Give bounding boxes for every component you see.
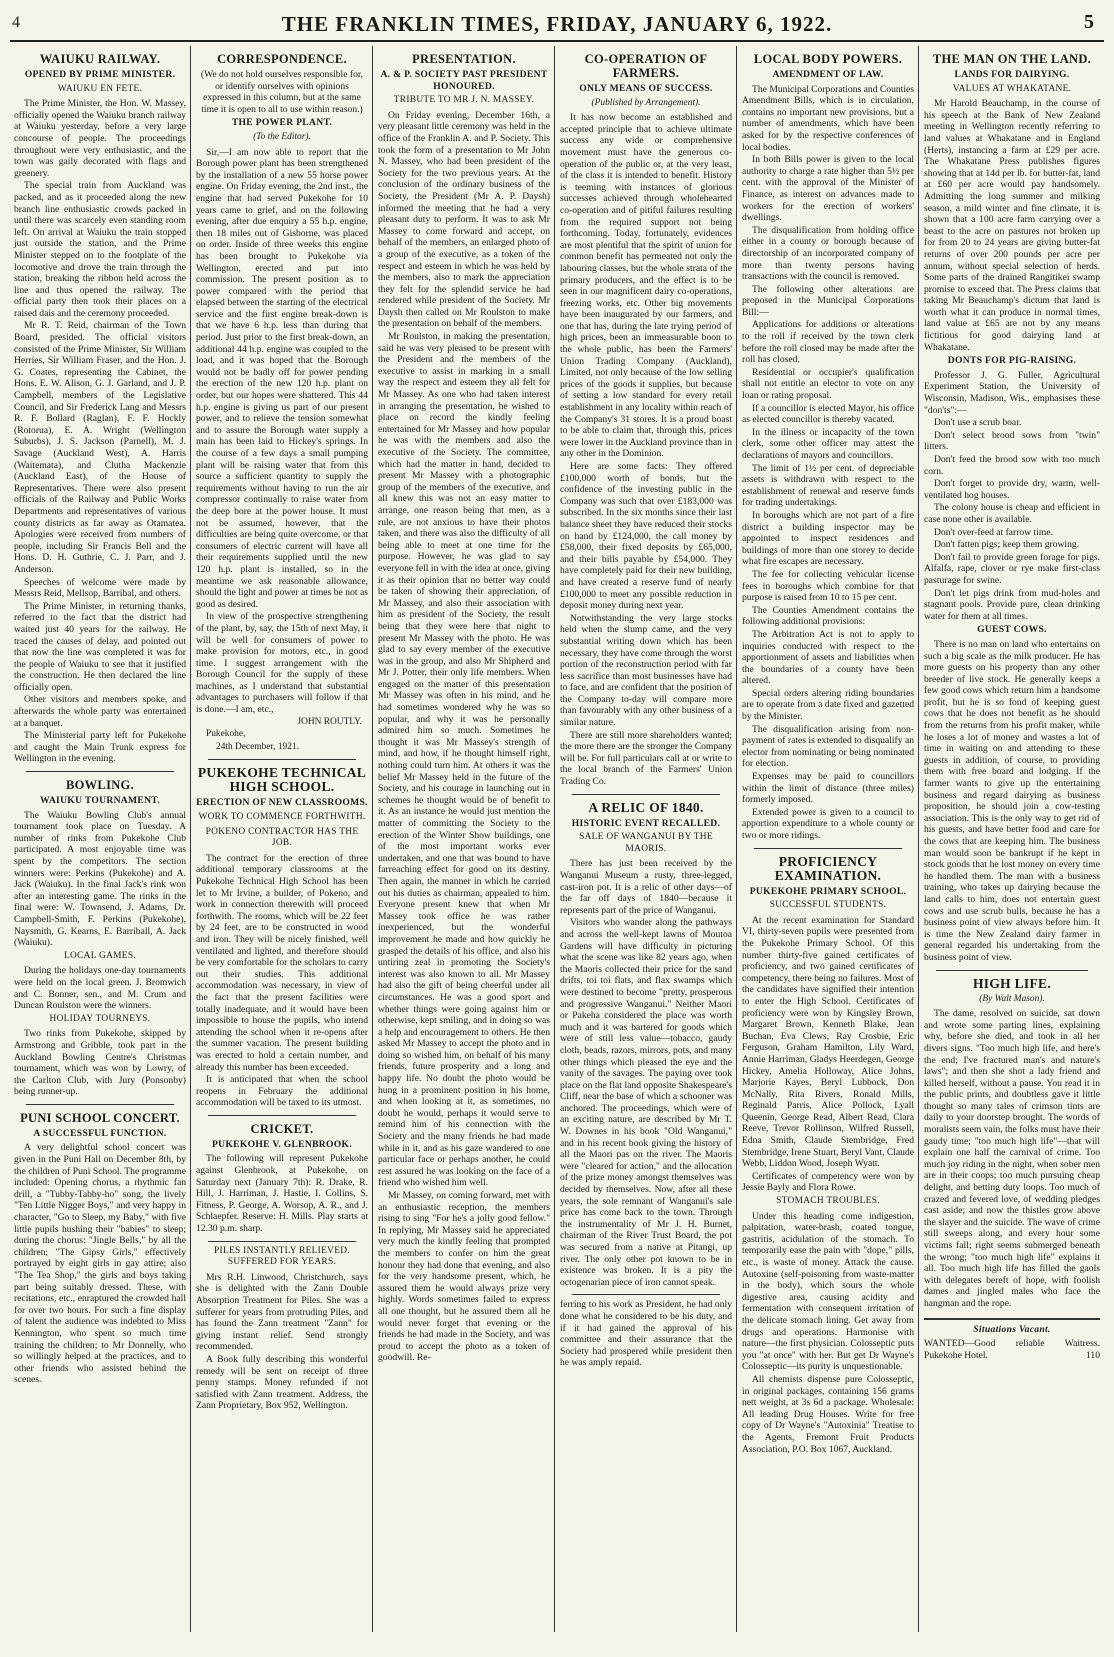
- paragraph: Notwithstanding the very large stocks held when the slump came, and the very substantial writing down which has been necessary, they have come through the worst portion of the reconstruction period with far less sacrifice than most businesses have had to face, and are confident that the position of the Company to-day will compare more than favourably with any other business of a similar nature.: [560, 612, 732, 729]
- paragraph: The fee for collecting vehicular license fees in boroughs which combine for that purpose is raised from 10 to 15 per cent.: [742, 568, 914, 604]
- column-2: [192, 46, 372, 1632]
- byline-walt-mason: (By Walt Mason).: [979, 993, 1045, 1004]
- paragraph: Don't use a scrub boar.: [934, 417, 1022, 429]
- paragraph: At the recent examination for Standard VI, thirty-seven pupils were presented from the Pukekohe Primary School. Of this number thirty-five gained certificates of proficiency, and two gained certificates of competency, there being no failures. Most of the candidates have signified their intention to enter the High School. Certificates of proficiency were won by Kingsley Brown, Margaret Brown, Kenneth Blake, Jean Buchan, Eva Clews, Ray Crosbie, Eric Ferguson, Graham Hamilton, Lily Ward, Annie Harriman, Gladys Heerdegen, George Hickey, Amelia Holloway, Alice Johns, Marjorie Kayes, Beryl Lubbock, Don McNally, Rita Rivers, Ronald Mills, Reginald Parris, Alice Pollock, Lyall Queenin, George Read, Albert Read, Clara Reeve, Trevor Rollinson, Wilfred Russell, Edna Smith, Claude Stembridge, Fred Stembridge, Irene Stuart, Beryl Vant, Claude Webb, Liddon Wood, Joseph Wyatt.: [742, 914, 914, 1170]
- paragraph: Don't feed the brood sow with too much corn.: [924, 454, 1100, 477]
- masthead-mark: 4: [12, 14, 20, 31]
- paragraph: Mr Harold Beauchamp, in the course of his speech at the Bank of New Zealand meeting in Wellington recently referring to land values at Whakatane and in England (Herts), instancing a farm at £29 per acre. The Whakatane Press publishes figures showing that at 14d per lb. for butter-fat, land at £60 per acre would pay handsomely. Admitting the long summer and milking season, a mild winter and fine climate, it is shown that a 100 acre farm carrying over a beast to the acre on pastures not broken up for from 20 to 24 years are giving butter-fat returns of over 200 pounds per acre per annum, without special selection of herds. Some parts of the drained Rangitikei swamp promise to exceed that. The Press claims that taking Mr Beauchamp's dictum that land is worth what it can produce in normal times, land value at £65 are not by any means fictitious for good dairying land at Whakatane.: [924, 98, 1100, 353]
- divider: [208, 1115, 356, 1116]
- column-5: [738, 46, 918, 1632]
- subhead-holiday-tourneys: HOLIDAY TOURNEYS.: [49, 1013, 151, 1024]
- column-4: [556, 46, 736, 1632]
- page-number: 5: [1084, 11, 1094, 33]
- paragraph: Mrs R.H. Linwood, Christchurch, says she is delighted with the Zann Double Absorption Treatment for Piles. She was a sufferer for years from protruding Piles, and has found the Zann treatment "Zann" for giving instant relief. Send strongly recommended.: [196, 1271, 368, 1353]
- paragraph: Professor J. G. Fuller, Agricultural Experiment Station, the University of Wisconsin, Madison, Wis., emphasises these "don'ts":—: [924, 369, 1100, 416]
- paragraph: There are still more shareholders wanted; the more there are the stronger the Company will be. For full particulars call at or write to the local branch of the Farmers' Union Trading Co.: [560, 729, 732, 788]
- classified-ad: [924, 1338, 1100, 1361]
- headline-relic-1840: A RELIC OF 1840.: [588, 799, 704, 815]
- column-3: [374, 46, 554, 1632]
- poem-body: [924, 1008, 1100, 1309]
- subhead-power-plant: THE POWER PLANT.: [231, 117, 333, 129]
- article-body: [14, 810, 186, 949]
- paragraph: The colony house is cheap and efficient in case none other is available.: [924, 502, 1100, 525]
- paragraph: The following other alterations are proposed in the Municipal Corporations Bill:—: [742, 283, 914, 318]
- paragraph: Don't let pigs drink from mud-holes and stagnant pools. Provide pure, clean drinking water for them at all times.: [924, 587, 1100, 622]
- headline-high-life: HIGH LIFE.: [972, 975, 1051, 991]
- divider: [26, 771, 174, 772]
- paragraph: In view of the prospective strengthening of the plant, by, say, the 15th of next May, it will be well for consumers of power to make provision for motors, etc., in good time. I suggest arrangement with the Borough Council for the supply of these machines, as I understand that substantial advantages to purchasers will follow if that is done.—I am, etc.,: [196, 611, 368, 716]
- headline-correspondence: CORRESPONDENCE.: [217, 52, 347, 66]
- paragraph: The Ministerial party left for Pukekohe and caught the Main Trunk express for Wellington in the evening.: [14, 730, 186, 765]
- paragraph: Here are some facts: They offered £100,000 worth of bonds, but the confidence of the investing public in the Company was such that over £183,000 was subscribed. In the six months since their last balance sheet they have reduced their stocks on hand by £124,000, the call money by £58,000, their fixed deposits by £65,000, and their bills payable by £54,000. They have completely paid for their new building, and have created a reserve fund of nearly £100,000 to meet any possible reduction in deposit money during next year.: [560, 461, 732, 612]
- paragraph: Expenses may be paid to councillors within the limit of distance (three miles) formerly imposed.: [742, 771, 914, 806]
- column-rule: [918, 46, 919, 1632]
- to-the-editor: (To the Editor).: [253, 131, 311, 142]
- dek-values-whakatane: VALUES AT WHAKATANE.: [952, 83, 1072, 94]
- subhead-historic-event: HISTORIC EVENT RECALLED.: [571, 817, 721, 829]
- subhead-only-means: ONLY MEANS OF SUCCESS.: [579, 83, 713, 94]
- paragraph: Mr R. T. Reid, chairman of the Town Board, presided. The official visitors consisted of the Prime Minister, Sir William Herries, Sir William Fraser, and the Hon. J. G. Coates, representing the Cabinet, the Hons. E. W. Alison, G. J. Garland, and J. P. Campbell, members of the Legislative Council, and Sir Frederick Lang and Messrs R. F. Bollard (Raglan), F. F. Hockly (Rotorua), E. A. Wright (Wellington Suburbs), J. S. Jackson (Parnell), M. J. Savage (Auckland West), A. Harris (Waitemata), and Clutha Mackenzie (Auckland East), of the House of Representatives. There were also present officials of the Railway and Public Works Departments and representatives of various county districts as far away as Otamatea. Apologies were received from numbers of people, including Sir Francis Bell and the Hons. D. H. Guthrie, C. J. Parr, and J. Anderson.: [14, 320, 186, 575]
- subhead-local-games: LOCAL GAMES.: [63, 950, 136, 961]
- classified-number: 110: [1085, 1349, 1100, 1361]
- paragraph: The Arbitration Act is not to apply to inquiries conducted with respect to the apportionment of assets and liabilities when the boundaries of a county have been altered.: [742, 628, 914, 687]
- paragraph: There is no man on land who entertains on such a big scale as the milk producer. He has more guests on his property than any other breeder of live stock. He generally keeps a few good cows which return him a handsome profit, but he is so fond of keeping guest cows that he does not benefit as he should from the returns from his profit maker, while he loses a lot of money and wastes a lot of time in waiting on and attending to these guests in addition, of course, to providing them with free board and lodging. If the farmer wants to give up the entertaining business and regard dairying as business proposition, he should join a cow-testing association. This is the only way to get rid of his guests, and have better food and care for the cows that are keeping him. The business man would soon be bankrupt if he kept in stock goods that he lost money on every time he handled them. The man with a business training, who takes up dairying because the land calls to him, does not entertain guest cows and use scrub bulls, because he has a business point of view always before him. It is time the New Zealand dairy farmer in general regarded his undertaking from the business point of view.: [924, 638, 1100, 963]
- subhead-opened: OPENED BY PRIME MINISTER.: [24, 69, 176, 80]
- article-body: [196, 853, 368, 1109]
- article-body: [14, 1142, 186, 1385]
- ad-headline-stomach: STOMACH TROUBLES.: [776, 1196, 880, 1207]
- paragraph: A Book fully describing this wonderful remedy will be sent on receipt of three penny stamps. Money refunded if not satisfied with Zann treatment. Address, the Zann Proprietary, Box 952, Wellington.: [196, 1353, 368, 1412]
- paragraph: Mr Massey, on coming forward, met with an enthusiastic reception, the members rising to sing "For he's a jolly good fellow." In replying, Mr Massey said he appreciated very much the kindly feeling that prompted the members to confer on him the great honour they had done that evening, and also for the very handsome present, which, he assured them he would always prize very highly. Words sometimes failed to express all one thought, but he assured them all he would never forget that evening or the friends he had made in the Society, and was proud to accept the photo as a token of goodwill. Re-: [378, 1190, 550, 1364]
- divider: [208, 759, 356, 760]
- article-body: [14, 965, 186, 1011]
- dek-pokeno-contractor: POKENO CONTRACTOR HAS THE JOB.: [205, 826, 359, 849]
- editorial-note: (We do not hold ourselves responsible for, or identify ourselves with opinions expressed in this column, but at the same time it is open to all to use within reason.): [200, 69, 364, 115]
- letter-place: Pukekohe,: [206, 729, 246, 740]
- headline-waiuku-railway: WAIUKU RAILWAY.: [39, 52, 161, 66]
- ad-headline-piles: PILES INSTANTLY RELIEVED. SUFFERED FOR YEARS.: [214, 1245, 350, 1268]
- paragraph: The contract for the erection of three additional temporary classrooms at the Pukekohe Technical High School has been let to Mr Irvine, a builder, of Pokeno, and work in connection therewith will proceed forthwith. The rooms, which will be 22 feet by 24 feet, are to be constructed in wood and iron. They will be nicely finished, well ventilated and lighted, and therefore should be very comfortable for the scholars to carry out their studies. This additional accommodation was necessary, in view of the fact that the present facilities were totally inadequate, and it would have been impossible to house the pupils, who intend attending the school when it re-opens after the summer vacation. The present building was erected to hold a certain number, and already this number has been exceeded.: [196, 852, 368, 1073]
- subhead-pukekohe-v-glenbrook: PUKEKOHE V. GLENBROOK.: [211, 1138, 353, 1150]
- headline-proficiency: PROFICIENCY EXAMINATION.: [774, 853, 882, 883]
- headline-local-body-powers: LOCAL BODY POWERS.: [753, 52, 903, 66]
- headline-man-on-land: THE MAN ON THE LAND.: [932, 52, 1092, 66]
- article-body: [560, 858, 732, 1288]
- paragraph: The Prime Minister, the Hon. W. Massey, officially opened the Waiuku branch railway at Waiuku yesterday, before a very large concourse of people. The proceedings throughout were very enthusiastic, and the town was gaily decorated with flags and greenery.: [14, 98, 186, 179]
- classified-heading: Situations Vacant.: [973, 1323, 1051, 1335]
- paragraph: The Municipal Corporations and Counties Amendment Bills, which is in circulation, contains no important new provisions, but a number of amendments, which have been asked for by the respective conferences of local bodies.: [742, 83, 915, 153]
- column-rule: [190, 46, 191, 1632]
- article-body: [924, 370, 1100, 622]
- subhead-guest-cows: GUEST COWS.: [977, 624, 1047, 636]
- letter-body: [196, 147, 368, 716]
- paragraph: In the illness or incapacity of the town clerk, some other officer may attest the declarations of mayors and councillors.: [742, 426, 914, 461]
- dek-waiuku-en-fete: WAIUKU EN FETE.: [57, 83, 143, 94]
- article-body: [924, 639, 1100, 964]
- paragraph: In both Bills power is given to the local authority to charge a rate higher than 5½ per cent. with the approval of the Minister of Finance, as interest on advances made to workers for the erection of workers' dwellings.: [742, 154, 914, 224]
- advertisement-body: [742, 1211, 914, 1455]
- dek-successful-students: SUCCESSFUL STUDENTS.: [769, 900, 887, 911]
- paragraph: The dame, resolved on suicide, sat down and wrote some parting lines, explaining why, before she died, and took in all her divers signs. "Too much high life, and here's the end; I've fractured man's and nature's laws"; and then she shot a lady friend and killed herself, without a pause. You read it in the public prints, and doubtless gave it little thought so many tales of crimson tints are daily to your doorstep brought. The words of moralists seem vain, the folks must have their gaudy time; "too much high life"—that will explain one half the carnival of crime. Too much joy riding in the night, when sober men are in their coops; too much pursuing cheap delight, and betting duty loops. Too much of crazed and fevered love, of wedding pledges cast aside; and now the thistles grow above the slayer and the suicide. The wave of crime still sweeps along, and every hour some victims fall; right seems submerged beneath the wrong; "too much high life" explains it all. Too much high life has filled the gaols with delegates bereft of hope, with foolish dames and jingled males who face the hangman and the rope.: [924, 1008, 1100, 1309]
- paragraph: Under this heading come indigestion, palpitation, water-brash, coated tongue, gastritis, acidulation of the stomach. To temporarily ease the pain with "dope," pills, etc., is waste of money. Attack the cause. Autoxine (self-poisoning from waste-matter in the body), which sours the whole digestive area, causing acidity and fermentation with consequent irritation of the delicate stomach lining. Get away from drugs and operations. Harmonise with nature—the first physician. Colosseptic puts you "at once" with her. But get Dr Wayne's Colosseptic—its purity is unquestionable.: [742, 1210, 914, 1373]
- column-6: [920, 46, 1104, 1632]
- paragraph: During the holidays one-day tournaments were held on the local green. J. Bromwich and C. Bonner, sen., and M. Crum and Duncan Roulston were the winners.: [14, 965, 186, 1012]
- article-body: [560, 112, 732, 787]
- paragraph: Applications for additions or alterations to the roll if received by the town clerk before the roll closed may be made after the roll has closed.: [742, 319, 914, 366]
- article-body: [742, 915, 914, 1194]
- column-rule: [736, 46, 737, 1632]
- headline-technical-high-school: PUKEKOHE TECHNICAL HIGH SCHOOL.: [197, 765, 367, 795]
- paragraph: The disqualification arising from non-payment of rates is extended to disqualify an elector from nominating or being nominated for election.: [742, 723, 914, 770]
- article-body: [14, 98, 186, 765]
- column-rule: [372, 46, 373, 1632]
- letter-signature: JOHN ROUTLY.: [297, 716, 362, 727]
- dek-sale-of-wanganui: SALE OF WANGANUI BY THE MAORIS.: [579, 832, 713, 854]
- subhead-amendment-of-law: AMENDMENT OF LAW.: [772, 69, 884, 80]
- paragraph: Residential or occupier's qualification shall not entitle an elector to vote on any loan or rating proposal.: [742, 366, 914, 402]
- paragraph: A very delightful school concert was given in the Puni Hall on December 8th, by the children of Puni School. The programme included: Opening chorus, a rhythmic fan drill, a "Tubby-Tabby-ho" song, the lively "Ten Little Nigger Boys," and very happy in character, "Go to Sleep, my Baby," with five little pupils hushing their "babies" to sleep; during the chorus: "Jingle Bells," by all the children; "The Gipsy Girls," effectively portrayed by eight girls in gay attire; also "The Tea Shop," the girls and boys taking part being suitably dressed. These, with recitations, etc., enraptured the crowded hall for over two hours. For such a fine display of talent the audience was indebted to Miss Kennington, who spent so much time training the children; to Mr Donnelly, who so willingly helped at the practices, and to other friends who assisted behind the scenes.: [14, 1142, 186, 1386]
- paragraph: In boroughs which are not part of a fire district a building inspector may be appointed to inspect residences and buildings of more than one storey to decide what fire escapes are necessary.: [742, 509, 914, 568]
- classified-divider: [924, 1318, 1100, 1320]
- paragraph: Extended power is given to a council to apportion expenditure to a whole county or two or more ridings.: [742, 806, 914, 841]
- subhead-new-classrooms: ERECTION OF NEW CLASSROOMS.: [196, 797, 368, 809]
- column-rule: [554, 46, 555, 1632]
- paragraph: Mr Roulston, in making the presentation, said he was very pleased to be present with the President and the members of the executive to assist in marking in a small way the respect and esteem they all felt for Mr Massey. As one who had taken interest in arranging the presentation, he wished to place on record the kindly feeling entertained for Mr Massey and how popular he was with the members and also the executive of the Society. The committee, which had the matter in hand, decided to present Mr Massey with a photographic group of the members of the executive, and all knew this was not an easy matter to arrange, one reason being that men, as a rule, are not anxious to have their photos taken, and there was also the difficulty of all being able to meet at one time for the purpose. However, he was glad to say everyone fell in with the idea at once, giving it as their opinion that no better way could be taken of showing their appreciation, of Mr Massey, and also their association with him as president of the Society, the result being that they were here that night to present Mr Massey with the photo. He was glad to say every member of the executive was in the group, and also Mr Shipherd and Mr J. Potter, their only life members. When engaged on the matter of this presentation Mr Massey was often in his mind, and he had sometimes wondered why he was so popular, and why it was he personally admired him so much. Sometimes he thought it was Mr Massey's strength of mind, and how, if he thought himself right, nothing could turn him. At others it was the belief Mr Massey held in the future of the Society, and his courage in launching out in schemes he thought would be of benefit to it. As an instance he would just mention the matter of committing the Society to the erection of the Winter Show buildings, one of the most important works ever undertaken, and one that was bound to have farreaching effect for good on its destiny. Then again, the manner in which he carried out his duties as chairman, appealed to him. Everyone present knew that when Mr Massey took office he was rather inexperienced, but the wonderful improvement he made and how quickly he grasped the details of his office, and also his untiring zeal in promoting the Society's interest was also known to all. Mr Massey had also the gift of being cheerful under all circumstances. He was a good sport and whether things were going against him or otherwise, kept smiling, and in doing so was a help and encouragement to others. He then asked Mr Massey to accept the photo and in doing so wished him, on behalf of his many friends, future prosperity and a long and happy life. No doubt the photo would be hung in a prominent position in his home, and when looking at it, as sometimes, no doubt he would, perhaps it would serve to remind him of his connection with the Society and the many friends he had made while in it, and as his gaze wandered to one particular face or perhaps another, he could rest assured he was looking on the face of a friend who wished him well.: [378, 331, 550, 1189]
- article-body: [14, 1028, 186, 1098]
- advertisement-body: [196, 1272, 368, 1412]
- presentation-continued: ferring to his work as President, he had only done what he considered to be his duty, and if it had gained the approval of his committee and their assurance that the Society had prospered while president then he was amply repaid.: [560, 1299, 732, 1369]
- subhead-lands-for-dairying: LANDS FOR DAIRYING.: [954, 69, 1070, 80]
- divider: [754, 848, 902, 849]
- paragraph: It has now become an established and accepted principle that to achieve ultimate success any wide or comprehensive movement must have the generous co-operation of the public or, at the very least, of the class it is intended to benefit. History is teeming with instances of glorious successes achieved through wholehearted co-operation and of pitiful failures resulting from the required support not being forthcoming. Today, fortunately, evidences are most plentiful that the spirit of union for common benefit has permeated not only the labouring classes, but the whole strata of the primary producers, and the effect is to be seen in our magnificent dairy co-operations, freezing works, etc. Other big movements have been inaugurated by our farmers, and one that has, during the late trying period of high prices, been an immeasurable boon to the whole public, has been the Farmers' Union Trading Company (Auckland), Limited, not only because of the low selling prices of the goods it supplies, but because of setting a low standard for every retail establishment in any locality within reach of the Company's 31 stores. It is a proud boast to be able to claim that, through this, prices were lower in the Auckland province than in any other in the Dominion.: [560, 112, 732, 460]
- article-body: [924, 98, 1100, 353]
- article-body: [378, 110, 550, 1364]
- paragraph: There has just been received by the Wanganui Museum a rusty, three-legged, cast-iron pot. It is a relic of other days—of the far off days of 1840—because it represents part of the price of Wanganui.: [560, 858, 732, 916]
- masthead: [10, 10, 1104, 42]
- masthead-title: THE FRANKLIN TIMES, FRIDAY, JANUARY 6, 1922.: [281, 12, 833, 36]
- classified-text: WANTED—Good reliable Waitress. Pukekohe Hotel.: [924, 1338, 1100, 1361]
- paragraph: The following will represent Pukekohe against Glenbrook, at Pukekohe, on Saturday next (January 7th): R. Drake, R. Hill, J. Harriman, J. Hastie, I. Collins, S. Fitness, P. George, A. Worsop, A. R., and J. Schlaepfer. Reserve: H. Mills. Play starts at 12.30 p.m. sharp.: [196, 1153, 368, 1235]
- divider: [936, 970, 1088, 971]
- divider: [208, 1241, 356, 1242]
- headline-cricket: CRICKET.: [250, 1121, 314, 1136]
- divider: [26, 1104, 174, 1105]
- paragraph: Special orders altering riding boundaries are to operate from a date fixed and gazetted by the Minister.: [742, 687, 914, 723]
- paragraph: The special train from Auckland was packed, and as it proceeded along the new branch line enthusiastic crowds packed in until there was scarcely even standing room left. On arrival at Waiuku the train stopped just outside the station, and the Prime Minister stepped on to the footplate of the locomotive and drove the train through the station, breaking the ribbon held across the line and thus opened the railway. The official party then took their places on a raised dais and the ceremony proceeded.: [14, 180, 186, 319]
- paragraph: The Waiuku Bowling Club's annual tournament took place on Tuesday. A number of rinks from Pukekohe Club participated. A most enjoyable time was spent by the competitors. The section winners were: Perkins (Pukekohe) and A. Jack (Waiuku). In the final Jack's rink won after an interesting game. The rinks in the final were: W. Townsend, J. Adams, Dr. Campbell-Smith, F. Perkins (Pukekohe), Naysmith, G. Kearns, E. Barriball, A. Jack (Waiuku).: [14, 809, 186, 949]
- paragraph: Visitors who wander along the pathways and across the well-kept lawns of Moutoa Gardens will have difficulty in picturing what the scene was like 82 years ago, when the Maoris collected their price for the sand drifts, toi toi flats, and flax swamps which were destined to become "pretty, prosperous and progressive Wanganui." Neither Maori or Pakeha considered the place was worth much and it was bartered for goods which were of still less value—tobacco, gaudy cloth, beads, razors, mirrors, pots, and many other things which pleased the eye and the vanity of the savages. The paying over took place on the flat land opposite Shakespeare's Cliff, near the base of which a schooner was anchored. The proceedings, which were of an exciting nature, are described by Mr T. W. Downes in his book "Old Wanganui," and in his recent book giving the history of all the Maori pas on the river. The Maoris were "cleared for action," and the allocation of the prize money amongst themselves was decided by themselves. Now, after all these years, the sole remnant of Wanganui's sale price has come back to the town. Through the instrumentality of Mr J. H. Burnet, chairman of the River Trust Board, the pot was secured from a native at Pitangi, up river. The only other pot known to be in existence was broken. It is a pity the octogenarian piece of iron cannot speak.: [560, 917, 732, 1288]
- divider: [572, 794, 720, 795]
- paragraph: Sir,—I am now able to report that the Borough power plant has been strengthened by the installation of a new 55 horse power engine. On Friday evening, the 2nd inst., the engine that had served Pukekohe for 10 years came to grief, and on the following evening, after due enquiry a 55 h.p. engine, then 18 miles out of Gisborne, was placed on order. Inside of three weeks this engine has been brought to Pukekohe via Wellington, erected and put into commission. The present position as to power compared with the period that elapsed between the starting of the electrical service and the first engine break-down is that we have 6 h.p. less than during that period. Just prior to the first break-down, an additional 44 h.p. engine was coupled to the load, and it was hoped that the Borough would not be badly off for power pending the erection of the new 120 h.p. plant on order, but our hopes were shattered. This 44 h.p. engine is giving us part of our present power, and to relieve the tension somewhat and to assure the Borough water supply a main has been laid to Hickey's springs. In the course of a few days a small pumping plant will be raising water that from this source a sufficient quantity to supply the requirements without having to run the air compressor continually to raise water from the deep bore at the power house. It must not be assumed, however, that the difficulties are being quite overcome, or that consumers of electric current will have all their requirements supplied until the new 120 h.p. plant is installed, so in the meantime we ask reasonable allowance, should the light and power at times be not as good as desired.: [196, 146, 368, 610]
- subhead-ap-society: A. & P. SOCIETY PAST PRESIDENT HONOURED.: [380, 69, 548, 92]
- paragraph: If a councillor is elected Mayor, his office as elected councillor is thereby vacated.: [742, 402, 914, 426]
- subhead-waiuku-tournament: WAIUKU TOURNAMENT.: [39, 795, 160, 807]
- subhead-donts-pig-raising: DONTS FOR PIG-RAISING.: [947, 355, 1077, 367]
- paragraph: The disqualification from holding office either in a county or borough because of directorship of an incorporated company of more than twenty persons having transactions with the council is removed.: [742, 224, 914, 283]
- paragraph: The Counties Amendment contains the following additional provisions:: [742, 604, 914, 628]
- paragraph: It is anticipated that when the school reopens in February the additional accommodation will be taxed to its utmost.: [196, 1074, 368, 1109]
- headline-presentation: PRESENTATION.: [412, 52, 516, 66]
- subhead-successful-function: A SUCCESSFUL FUNCTION.: [33, 1127, 167, 1139]
- divider: [572, 1294, 720, 1295]
- subhead-primary-school: PUKEKOHE PRIMARY SCHOOL.: [749, 885, 907, 897]
- article-body: [196, 1153, 368, 1234]
- paragraph: Two rinks from Pukekohe, skipped by Armstrong and Gribble, took part in the Auckland Bowling Centre's Christmas tournament, which was won by Lowry, of the Carlton Club, with Jury (Ponsonby) being runner-up.: [14, 1028, 186, 1098]
- paragraph: On Friday evening, December 16th, a very pleasant little ceremony was held in the office of the Franklin A. and P. Society. This took the form of a presentation to Mr John N. Massey, who had been president of the Society for the two previous years. At the conclusion of the ordinary business of the Society, the President (Mr A. P. Daysh) informed the meeting that he had a very pleasant duty to perform. It was to ask Mr Massey to come forward and accept, on behalf of the members, an enlarged photo of a group of the executive, as a token of the respect and esteem in which he was held by the members, also to mark the appreciation they felt for the splendid service he had rendered while president of the Society. Mr Daysh then called on Mr Roulston to make the presentation on behalf of the members.: [378, 109, 550, 330]
- letter-date: 24th December, 1921.: [216, 741, 299, 752]
- byline-arrangement: (Published by Arrangement).: [591, 97, 701, 108]
- headline-puni-school-concert: PUNI SCHOOL CONCERT.: [20, 1110, 180, 1125]
- newspaper-page: [10, 10, 1104, 1637]
- paragraph: The Prime Minister, in returning thanks, referred to the fact that the district had waited just 40 years for the railway. He traced the causes of delay, and pointed out that now the line was completed it was for the people of Waiuku to see that it justified the construction. He then declared the line officially open.: [14, 600, 186, 693]
- headline-bowling: BOWLING.: [65, 778, 135, 793]
- article-body: [742, 84, 914, 842]
- paragraph: Don't fail to provide green forage for pigs. Alfalfa, rape, clover or rye make first-class pasturage for swine.: [924, 551, 1100, 586]
- paragraph: The limit of 1½ per cent. of depreciable assets is withdrawn with respect to the establishment of renewal and reserve funds for trading undertakings.: [742, 462, 914, 509]
- dek-work-to-commence: WORK TO COMMENCE FORTHWITH.: [198, 812, 366, 823]
- paragraph: Don't fatten pigs; keep them growing.: [934, 539, 1080, 551]
- paragraph: Other visitors and members spoke, and afterwards the whole party was entertained at a banquet.: [14, 694, 186, 729]
- paragraph: Don't select brood sows from "twin" litters.: [924, 429, 1100, 453]
- paragraph: Don't forget to provide dry, warm, well-ventilated hog houses.: [924, 478, 1100, 501]
- headline-cooperation-farmers: CO-OPERATION OF FARMERS.: [584, 52, 708, 80]
- paragraph: Certificates of competency were won by Jessie Bayly and Flora Rowe.: [742, 1170, 914, 1194]
- column-1: [10, 46, 190, 1632]
- dek-tribute-massey: TRIBUTE TO MR J. N. MASSEY.: [393, 95, 535, 106]
- paragraph: Speeches of welcome were made by Messrs Reid, Mellsop, Barribal, and others.: [14, 576, 186, 600]
- paragraph: Don't over-feed at farrow time.: [934, 526, 1054, 538]
- paragraph: All chemists dispense pure Colosseptic, in original packages, containing 156 grams nett weight, at 3s 6d a package. Wholesale: All leading Drug Houses. Write for free copy of Dr Wayne's "Autoxinia" Treatise to the Agents, Fremont Fruit Products Association, P.O. Box 1067, Auckland.: [742, 1373, 914, 1455]
